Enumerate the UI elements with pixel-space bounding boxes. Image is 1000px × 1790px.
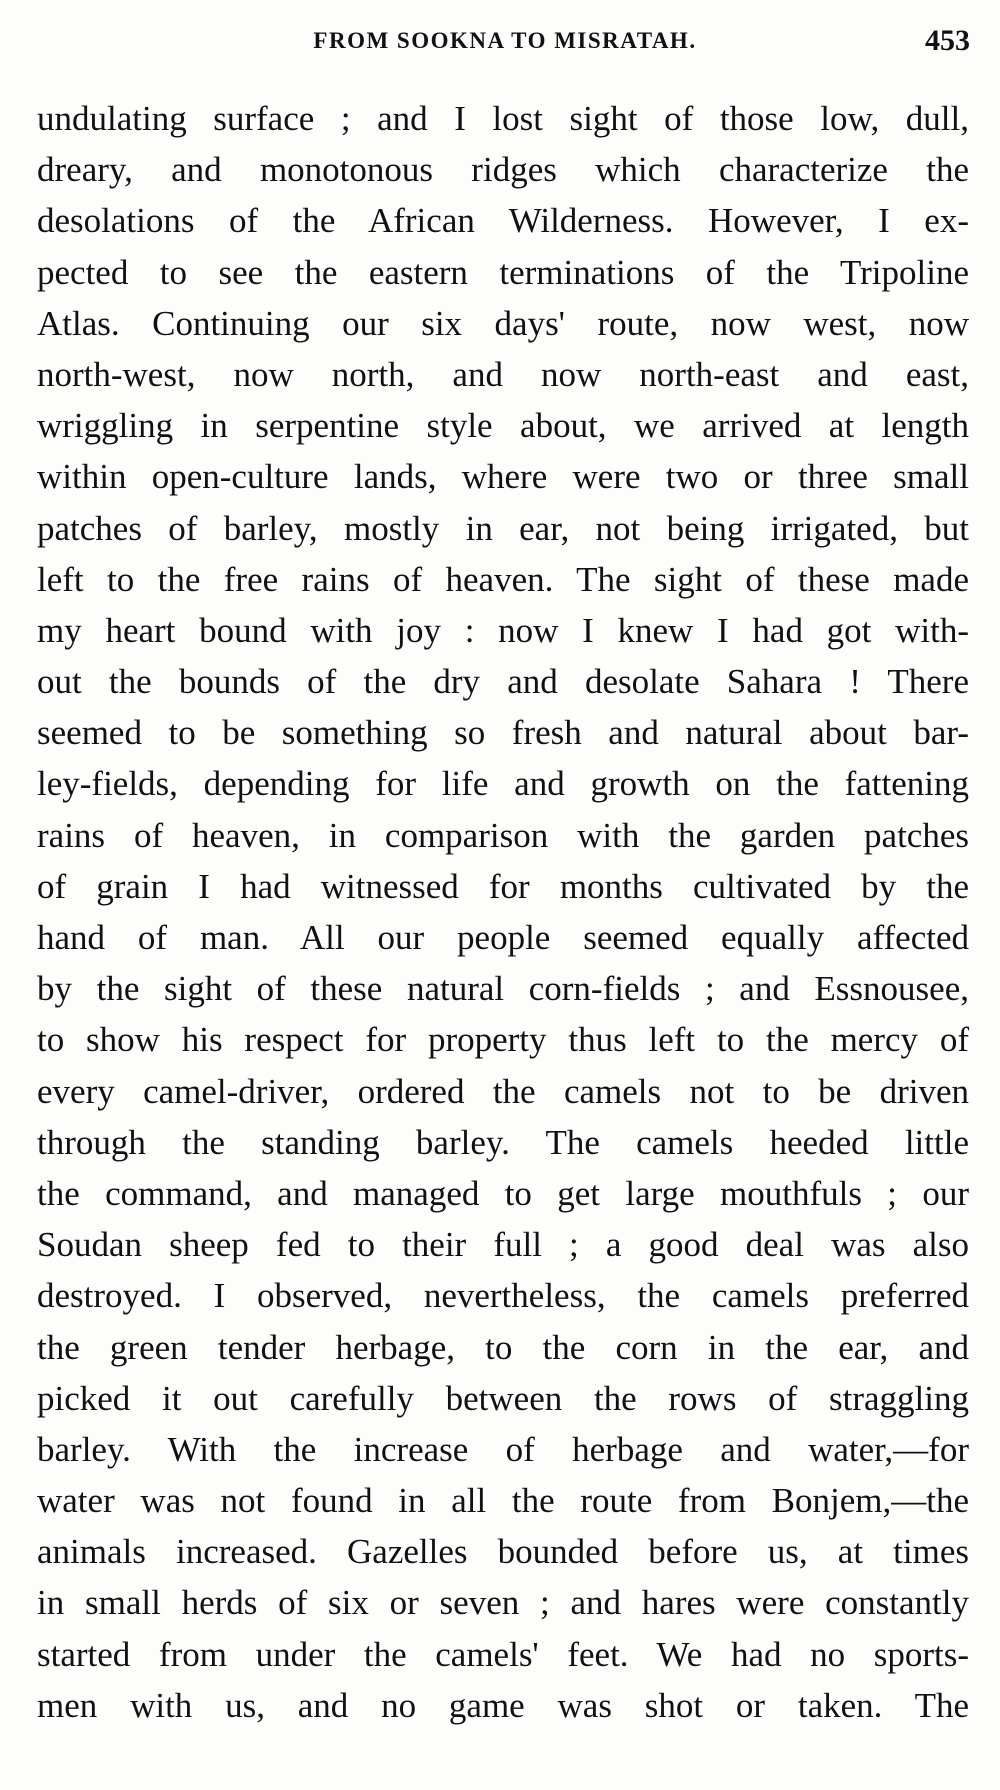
text-line: wriggling in serpentine style about, we arrived at length	[37, 406, 969, 446]
text-line: north-west, now north, and now north-east and east,	[37, 354, 969, 394]
text-line: out the bounds of the dry and desolate Sahara ! There	[37, 662, 969, 702]
text-line: the command, and managed to get large mouthfuls ; our	[37, 1173, 969, 1213]
text-line: water was not found in all the route from Bonjem,—the	[37, 1481, 969, 1521]
text-line: rains of heaven, in comparison with the garden patches	[37, 815, 969, 855]
text-line: in small herds of six or seven ; and hares were constantly	[37, 1583, 969, 1623]
text-line: animals increased. Gazelles bounded before us, at times	[37, 1532, 969, 1572]
text-line: my heart bound with joy : now I knew I had got with-	[37, 610, 969, 650]
text-line: of grain I had witnessed for months cultivated by the	[37, 866, 969, 906]
text-line: hand of man. All our people seemed equally affected	[37, 918, 969, 957]
text-line: ley-fields, depending for life and growth on the fattening	[37, 764, 969, 804]
text-line: by the sight of these natural corn-fields ; and Essnousee,	[37, 969, 969, 1009]
text-line: left to the free rains of heaven. The sight of these made	[37, 559, 969, 599]
page-header	[40, 24, 970, 68]
text-line: Atlas. Continuing our six days' route, now west, now	[37, 303, 969, 343]
text-line: picked it out carefully between the rows of straggling	[37, 1378, 969, 1418]
text-line: Soudan sheep fed to their full ; a good deal was also	[37, 1225, 969, 1265]
text-line: desolations of the African Wilderness. However, I ex-	[37, 201, 969, 241]
text-line: within open-culture lands, where were two or three small	[37, 457, 969, 497]
page-number: 453	[925, 24, 970, 57]
text-line: patches of barley, mostly in ear, not being irrigated, but	[37, 508, 969, 548]
text-line: dreary, and monotonous ridges which characterize the	[37, 150, 969, 190]
text-line: every camel-driver, ordered the camels not to be driven	[37, 1071, 969, 1111]
text-line: the green tender herbage, to the corn in the ear, and	[37, 1327, 969, 1367]
text-line: seemed to be something so fresh and natural about bar-	[37, 713, 969, 753]
text-line: through the standing barley. The camels heeded little	[37, 1122, 969, 1162]
text-line: barley. With the increase of herbage and water,—for	[37, 1429, 969, 1469]
body-text	[37, 93, 969, 1731]
text-line: started from under the camels' feet. We had no sports-	[37, 1634, 969, 1674]
text-line: undulating surface ; and I lost sight of those low, dull,	[37, 99, 969, 138]
running-head: FROM SOOKNA TO MISRATAH.	[313, 28, 697, 53]
text-line: destroyed. I observed, nevertheless, the camels preferred	[37, 1276, 969, 1316]
text-line: to show his respect for property thus left to the mercy of	[37, 1020, 969, 1060]
text-line: men with us, and no game was shot or taken. The	[37, 1685, 969, 1725]
text-line: pected to see the eastern terminations of the Tripoline	[37, 252, 969, 292]
